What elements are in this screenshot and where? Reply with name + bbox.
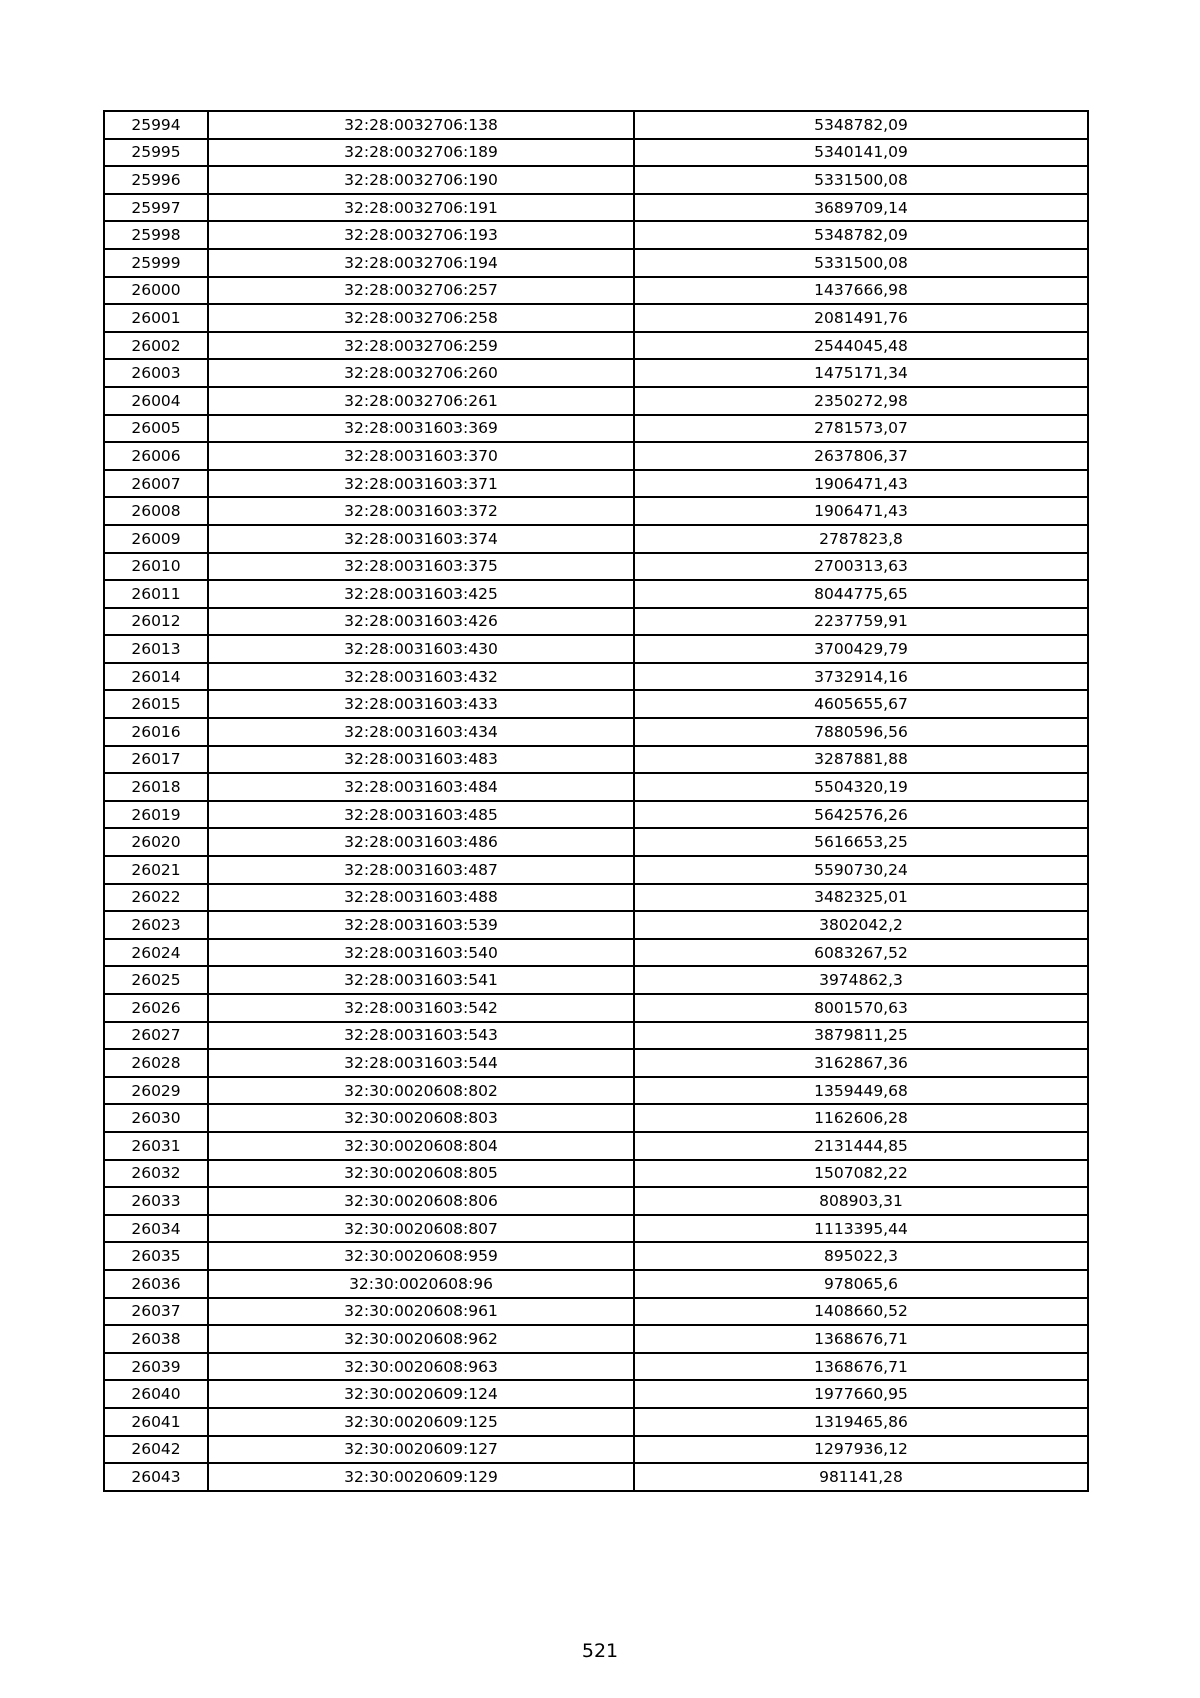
row-number-cell: 25994: [104, 111, 208, 139]
row-number-cell: 26024: [104, 939, 208, 967]
row-number-cell: 26026: [104, 994, 208, 1022]
table-row: [104, 470, 1088, 498]
row-number-cell: 25999: [104, 249, 208, 277]
cadastral-number-cell: 32:30:0020608:804: [208, 1132, 634, 1160]
table-row: [104, 911, 1088, 939]
row-number-cell: 26007: [104, 470, 208, 498]
cadastral-value-cell: 2131444,85: [634, 1132, 1088, 1160]
cadastral-number-cell: 32:28:0031603:432: [208, 663, 634, 691]
cadastral-number-cell: 32:28:0031603:370: [208, 442, 634, 470]
row-number-cell: 26017: [104, 746, 208, 774]
cadastral-value-cell: 2637806,37: [634, 442, 1088, 470]
cadastral-number-cell: 32:30:0020609:129: [208, 1463, 634, 1491]
row-number-cell: 25998: [104, 221, 208, 249]
row-number-cell: 26010: [104, 553, 208, 581]
cadastral-number-cell: 32:28:0031603:486: [208, 828, 634, 856]
row-number-cell: 26027: [104, 1022, 208, 1050]
cadastral-value-cell: 895022,3: [634, 1242, 1088, 1270]
cadastral-number-cell: 32:30:0020608:96: [208, 1270, 634, 1298]
cadastral-number-cell: 32:28:0031603:372: [208, 497, 634, 525]
table-row: [104, 718, 1088, 746]
cadastral-value-cell: 5348782,09: [634, 111, 1088, 139]
cadastral-number-cell: 32:28:0031603:425: [208, 580, 634, 608]
cadastral-number-cell: 32:28:0031603:540: [208, 939, 634, 967]
cadastral-value-cell: 3689709,14: [634, 194, 1088, 222]
row-number-cell: 26013: [104, 635, 208, 663]
table-row: [104, 442, 1088, 470]
cadastral-value-cell: 3287881,88: [634, 746, 1088, 774]
cadastral-number-cell: 32:28:0032706:257: [208, 277, 634, 305]
cadastral-value-cell: 1359449,68: [634, 1077, 1088, 1105]
cadastral-number-cell: 32:30:0020609:125: [208, 1408, 634, 1436]
table-row: [104, 1049, 1088, 1077]
cadastral-value-cell: 2350272,98: [634, 387, 1088, 415]
row-number-cell: 26016: [104, 718, 208, 746]
cadastral-number-cell: 32:28:0031603:541: [208, 966, 634, 994]
cadastral-value-cell: 5590730,24: [634, 856, 1088, 884]
table-body: [104, 111, 1088, 1491]
cadastral-value-cell: 1319465,86: [634, 1408, 1088, 1436]
table-row: [104, 553, 1088, 581]
cadastral-number-cell: 32:30:0020608:807: [208, 1215, 634, 1243]
cadastral-value-cell: 2700313,63: [634, 553, 1088, 581]
row-number-cell: 26032: [104, 1160, 208, 1188]
page-number: 521: [581, 1640, 619, 1662]
table-row: [104, 1270, 1088, 1298]
row-number-cell: 26002: [104, 332, 208, 360]
row-number-cell: 26000: [104, 277, 208, 305]
table-row: [104, 966, 1088, 994]
cadastral-value-cell: 4605655,67: [634, 690, 1088, 718]
cadastral-value-cell: 3879811,25: [634, 1022, 1088, 1050]
table-row: [104, 1132, 1088, 1160]
table-row: [104, 1463, 1088, 1491]
cadastral-number-cell: 32:28:0032706:259: [208, 332, 634, 360]
row-number-cell: 26035: [104, 1242, 208, 1270]
table-row: [104, 249, 1088, 277]
row-number-cell: 26029: [104, 1077, 208, 1105]
table-row: [104, 1242, 1088, 1270]
row-number-cell: 26015: [104, 690, 208, 718]
table-row: [104, 746, 1088, 774]
cadastral-value-cell: 981141,28: [634, 1463, 1088, 1491]
table-row: [104, 828, 1088, 856]
cadastral-number-cell: 32:28:0032706:190: [208, 166, 634, 194]
table-row: [104, 1022, 1088, 1050]
row-number-cell: 25995: [104, 139, 208, 167]
cadastral-value-cell: 5331500,08: [634, 249, 1088, 277]
cadastral-value-cell: 5331500,08: [634, 166, 1088, 194]
cadastral-value-cell: 1162606,28: [634, 1104, 1088, 1132]
table-row: [104, 1298, 1088, 1326]
cadastral-value-cell: 1368676,71: [634, 1353, 1088, 1381]
row-number-cell: 26042: [104, 1436, 208, 1464]
cadastral-value-cell: 3700429,79: [634, 635, 1088, 663]
cadastral-number-cell: 32:30:0020608:962: [208, 1325, 634, 1353]
table-row: [104, 359, 1088, 387]
cadastral-number-cell: 32:28:0031603:487: [208, 856, 634, 884]
row-number-cell: 26022: [104, 884, 208, 912]
cadastral-value-cell: 3162867,36: [634, 1049, 1088, 1077]
cadastral-number-cell: 32:28:0032706:191: [208, 194, 634, 222]
cadastral-value-cell: 3732914,16: [634, 663, 1088, 691]
cadastral-number-cell: 32:30:0020609:124: [208, 1380, 634, 1408]
cadastral-number-cell: 32:28:0032706:261: [208, 387, 634, 415]
cadastral-value-cell: 1906471,43: [634, 497, 1088, 525]
table-row: [104, 415, 1088, 443]
row-number-cell: 26012: [104, 608, 208, 636]
row-number-cell: 26043: [104, 1463, 208, 1491]
row-number-cell: 26030: [104, 1104, 208, 1132]
cadastral-number-cell: 32:28:0031603:544: [208, 1049, 634, 1077]
cadastral-number-cell: 32:28:0031603:433: [208, 690, 634, 718]
table-row: [104, 801, 1088, 829]
cadastral-value-cell: 1475171,34: [634, 359, 1088, 387]
cadastral-number-cell: 32:28:0032706:138: [208, 111, 634, 139]
table-row: [104, 194, 1088, 222]
table-row: [104, 525, 1088, 553]
cadastral-value-cell: 1906471,43: [634, 470, 1088, 498]
cadastral-number-cell: 32:30:0020608:963: [208, 1353, 634, 1381]
table-row: [104, 166, 1088, 194]
cadastral-number-cell: 32:28:0031603:426: [208, 608, 634, 636]
cadastral-number-cell: 32:28:0031603:375: [208, 553, 634, 581]
cadastral-value-cell: 8044775,65: [634, 580, 1088, 608]
row-number-cell: 26006: [104, 442, 208, 470]
cadastral-value-table: [103, 110, 1089, 1492]
cadastral-value-cell: 1507082,22: [634, 1160, 1088, 1188]
table-row: [104, 1380, 1088, 1408]
row-number-cell: 26033: [104, 1187, 208, 1215]
table-row: [104, 1408, 1088, 1436]
cadastral-value-cell: 2237759,91: [634, 608, 1088, 636]
cadastral-number-cell: 32:28:0032706:193: [208, 221, 634, 249]
row-number-cell: 26039: [104, 1353, 208, 1381]
cadastral-value-cell: 808903,31: [634, 1187, 1088, 1215]
row-number-cell: 26031: [104, 1132, 208, 1160]
cadastral-number-cell: 32:28:0031603:539: [208, 911, 634, 939]
cadastral-number-cell: 32:30:0020608:802: [208, 1077, 634, 1105]
cadastral-number-cell: 32:28:0031603:374: [208, 525, 634, 553]
cadastral-number-cell: 32:30:0020608:959: [208, 1242, 634, 1270]
cadastral-value-cell: 5348782,09: [634, 221, 1088, 249]
cadastral-value-cell: 3974862,3: [634, 966, 1088, 994]
table-row: [104, 387, 1088, 415]
cadastral-value-cell: 2787823,8: [634, 525, 1088, 553]
row-number-cell: 26037: [104, 1298, 208, 1326]
cadastral-number-cell: 32:28:0031603:430: [208, 635, 634, 663]
table-row: [104, 856, 1088, 884]
cadastral-value-cell: 978065,6: [634, 1270, 1088, 1298]
cadastral-number-cell: 32:28:0031603:485: [208, 801, 634, 829]
row-number-cell: 26004: [104, 387, 208, 415]
table-row: [104, 608, 1088, 636]
table-row: [104, 1160, 1088, 1188]
row-number-cell: 26041: [104, 1408, 208, 1436]
row-number-cell: 26014: [104, 663, 208, 691]
row-number-cell: 26018: [104, 773, 208, 801]
cadastral-value-cell: 1437666,98: [634, 277, 1088, 305]
cadastral-number-cell: 32:28:0031603:434: [208, 718, 634, 746]
row-number-cell: 26008: [104, 497, 208, 525]
table-row: [104, 663, 1088, 691]
cadastral-value-cell: 1368676,71: [634, 1325, 1088, 1353]
table-row: [104, 1215, 1088, 1243]
cadastral-number-cell: 32:28:0032706:189: [208, 139, 634, 167]
table-row: [104, 1187, 1088, 1215]
table-row: [104, 1436, 1088, 1464]
table-row: [104, 1104, 1088, 1132]
table-row: [104, 332, 1088, 360]
table-row: [104, 580, 1088, 608]
cadastral-value-cell: 5504320,19: [634, 773, 1088, 801]
cadastral-number-cell: 32:30:0020608:806: [208, 1187, 634, 1215]
cadastral-value-cell: 1113395,44: [634, 1215, 1088, 1243]
cadastral-number-cell: 32:30:0020608:805: [208, 1160, 634, 1188]
table-row: [104, 1325, 1088, 1353]
table-row: [104, 111, 1088, 139]
row-number-cell: 26003: [104, 359, 208, 387]
cadastral-value-cell: 3482325,01: [634, 884, 1088, 912]
cadastral-number-cell: 32:28:0031603:369: [208, 415, 634, 443]
table-row: [104, 1353, 1088, 1381]
table-row: [104, 1077, 1088, 1105]
cadastral-number-cell: 32:28:0031603:542: [208, 994, 634, 1022]
cadastral-value-cell: 5340141,09: [634, 139, 1088, 167]
row-number-cell: 25997: [104, 194, 208, 222]
row-number-cell: 26020: [104, 828, 208, 856]
cadastral-number-cell: 32:28:0032706:258: [208, 304, 634, 332]
cadastral-value-cell: 2544045,48: [634, 332, 1088, 360]
table-row: [104, 994, 1088, 1022]
table-row: [104, 304, 1088, 332]
row-number-cell: 26019: [104, 801, 208, 829]
cadastral-number-cell: 32:28:0031603:371: [208, 470, 634, 498]
row-number-cell: 26036: [104, 1270, 208, 1298]
cadastral-value-cell: 7880596,56: [634, 718, 1088, 746]
row-number-cell: 26040: [104, 1380, 208, 1408]
cadastral-value-cell: 2081491,76: [634, 304, 1088, 332]
cadastral-number-cell: 32:28:0031603:543: [208, 1022, 634, 1050]
row-number-cell: 26001: [104, 304, 208, 332]
row-number-cell: 26025: [104, 966, 208, 994]
row-number-cell: 26005: [104, 415, 208, 443]
table-row: [104, 939, 1088, 967]
cadastral-number-cell: 32:28:0031603:483: [208, 746, 634, 774]
row-number-cell: 26038: [104, 1325, 208, 1353]
cadastral-value-cell: 8001570,63: [634, 994, 1088, 1022]
cadastral-value-cell: 1297936,12: [634, 1436, 1088, 1464]
cadastral-number-cell: 32:30:0020608:803: [208, 1104, 634, 1132]
cadastral-number-cell: 32:28:0031603:488: [208, 884, 634, 912]
table-row: [104, 139, 1088, 167]
cadastral-number-cell: 32:28:0032706:194: [208, 249, 634, 277]
table-row: [104, 884, 1088, 912]
row-number-cell: 26034: [104, 1215, 208, 1243]
cadastral-value-cell: 6083267,52: [634, 939, 1088, 967]
cadastral-number-cell: 32:28:0032706:260: [208, 359, 634, 387]
cadastral-value-cell: 1977660,95: [634, 1380, 1088, 1408]
cadastral-value-cell: 1408660,52: [634, 1298, 1088, 1326]
row-number-cell: 26009: [104, 525, 208, 553]
row-number-cell: 26011: [104, 580, 208, 608]
row-number-cell: 25996: [104, 166, 208, 194]
table-row: [104, 690, 1088, 718]
cadastral-number-cell: 32:30:0020608:961: [208, 1298, 634, 1326]
cadastral-number-cell: 32:28:0031603:484: [208, 773, 634, 801]
cadastral-value-cell: 2781573,07: [634, 415, 1088, 443]
cadastral-number-cell: 32:30:0020609:127: [208, 1436, 634, 1464]
cadastral-value-cell: 3802042,2: [634, 911, 1088, 939]
table-row: [104, 773, 1088, 801]
table-row: [104, 277, 1088, 305]
row-number-cell: 26023: [104, 911, 208, 939]
table-row: [104, 635, 1088, 663]
table-row: [104, 497, 1088, 525]
table-row: [104, 221, 1088, 249]
row-number-cell: 26021: [104, 856, 208, 884]
row-number-cell: 26028: [104, 1049, 208, 1077]
cadastral-value-cell: 5642576,26: [634, 801, 1088, 829]
cadastral-value-cell: 5616653,25: [634, 828, 1088, 856]
